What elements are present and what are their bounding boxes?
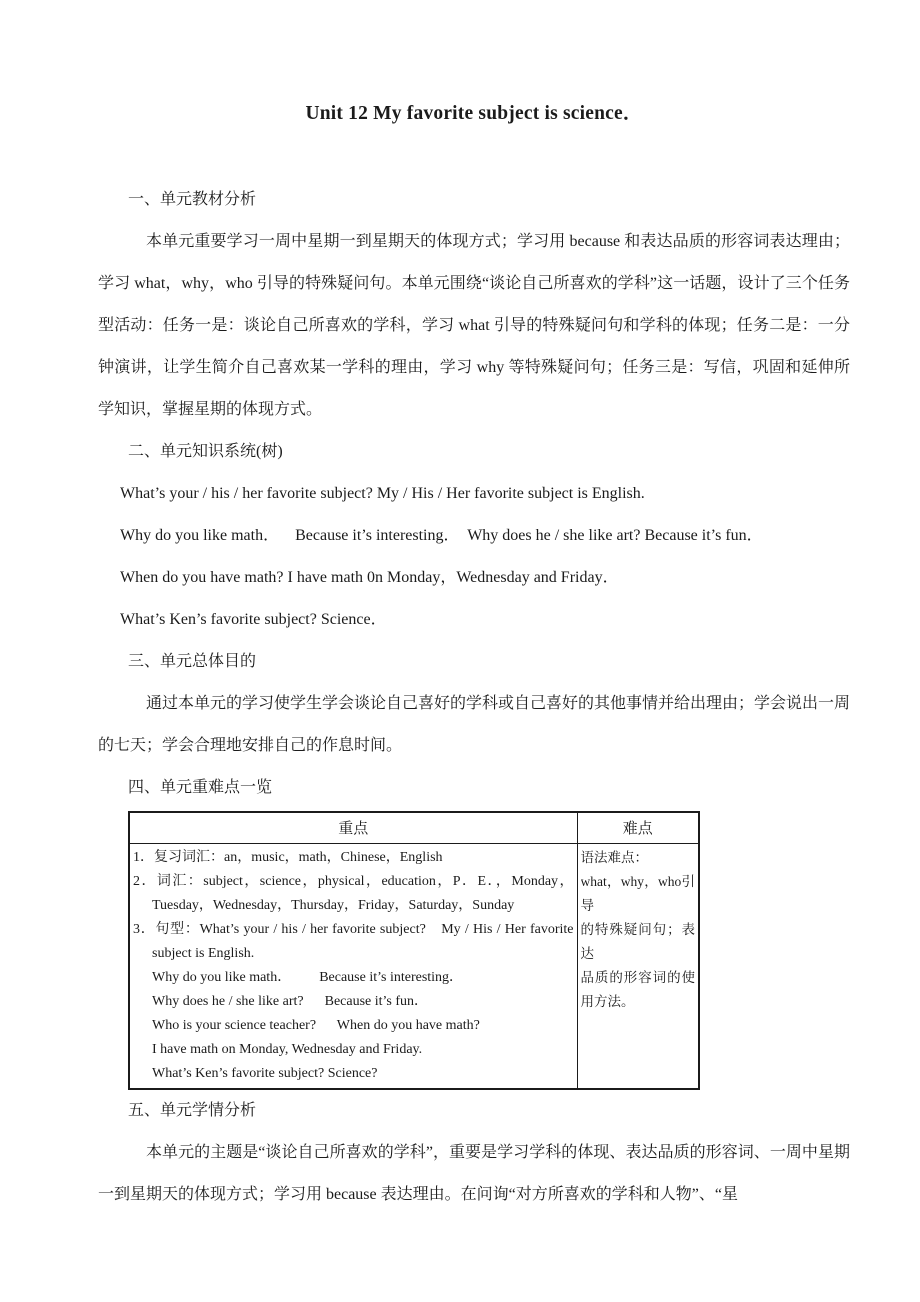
key-point-line: 1．复习词汇：an，music，math，Chinese，English [133, 849, 443, 865]
key-point-line: Why do you like math． Because it’s interesting． [152, 969, 464, 985]
difficult-point-line: 品质的形容词的使 [580, 969, 695, 985]
section-heading-key-difficult-points: 四、单元重难点一览 [128, 779, 273, 796]
difficult-point-line: what，why，who引导 [580, 873, 695, 913]
key-point-line: I have math on Monday, Wednesday and Friday. [152, 1041, 423, 1057]
paragraph-overall-aim: 通过本单元的学习使学生学会谈论自己喜好的学科或自己喜好的其他事情并给出理由；学会说出一周的七天；学会合理地安排自己的作息时间。 [98, 695, 851, 754]
key-point-line: What’s Ken’s favorite subject? Science? [152, 1065, 378, 1081]
key-difficult-points-table [128, 811, 700, 1090]
document-title: Unit 12 My favorite subject is science． [305, 103, 643, 124]
key-point-line: subject is English. [152, 945, 255, 961]
table-content-row [129, 843, 699, 1089]
table-cell-difficult-points [577, 843, 699, 1089]
key-point-line: Why does he / she like art? Because it’s fun． [152, 993, 429, 1009]
table-cell-key-points [129, 843, 577, 1089]
key-point-line: 2．词汇：subject，science，physical，education，P．E．，Monday， [133, 873, 574, 889]
paragraph-unit-material-analysis: 本单元重要学习一周中星期一到星期天的体现方式；学习用 because 和表达品质的形容词表达理由；学习 what，why，who 引导的特殊疑问句。本单元围绕“谈论自己所喜欢的学科”这一话题，设计了三个任务型活动：任务一是：谈论自己所喜欢的学科，学习 what 引导的特殊疑问句和学科的体现；任务二是：一分钟演讲，让学生简介自己喜欢某一学科的理由，学习 why 等特殊疑问句；任务三是：写信，巩固和延伸所学知识，掌握星期的体现方式。 [98, 233, 850, 418]
paragraph-learner-analysis: 本单元的主题是“谈论自己所喜欢的学科”，重要是学习学科的体现、表达品质的形容词、一周中星期一到星期天的体现方式；学习用 because 表达理由。在问询“对方所喜欢的学科和人物”、“星 [98, 1143, 850, 1203]
knowledge-line-kens-subject: What’s Ken’s favorite subject? Science． [120, 611, 387, 628]
section-heading-unit-material-analysis: 一、单元教材分析 [128, 191, 257, 208]
difficult-point-line: 用方法。 [580, 993, 635, 1009]
table-header-row [129, 812, 699, 843]
key-point-line: Tuesday，Wednesday，Thursday，Friday，Saturday，Sunday [152, 897, 515, 913]
knowledge-line-why-like: Why do you like math． Because it’s interesting． Why does he / she like art? Because it’s fun． [120, 527, 763, 544]
knowledge-line-when-have-math: When do you have math? I have math 0n Monday，Wednesday and Friday． [120, 569, 619, 586]
key-point-line: Who is your science teacher? When do you have math? [152, 1017, 480, 1033]
document-body [98, 0, 850, 1216]
knowledge-line-favorite-subject: What’s your / his / her favorite subject? My / His / Her favorite subject is English. [120, 485, 645, 502]
table-header-difficult-points: 难点 [577, 812, 699, 843]
section-heading-learner-analysis: 五、单元学情分析 [128, 1101, 257, 1119]
key-point-line: 3．句型：What’s your / his / her favorite subject? My / His / Her favorite [133, 921, 574, 937]
difficult-point-line: 语法难点： [580, 849, 648, 865]
table-header-key-points: 重点 [129, 812, 577, 843]
section-heading-overall-aim: 三、单元总体目的 [128, 653, 257, 670]
section-heading-knowledge-system: 二、单元知识系统(树) [128, 443, 283, 460]
difficult-point-line: 的特殊疑问句；表达 [580, 921, 695, 961]
